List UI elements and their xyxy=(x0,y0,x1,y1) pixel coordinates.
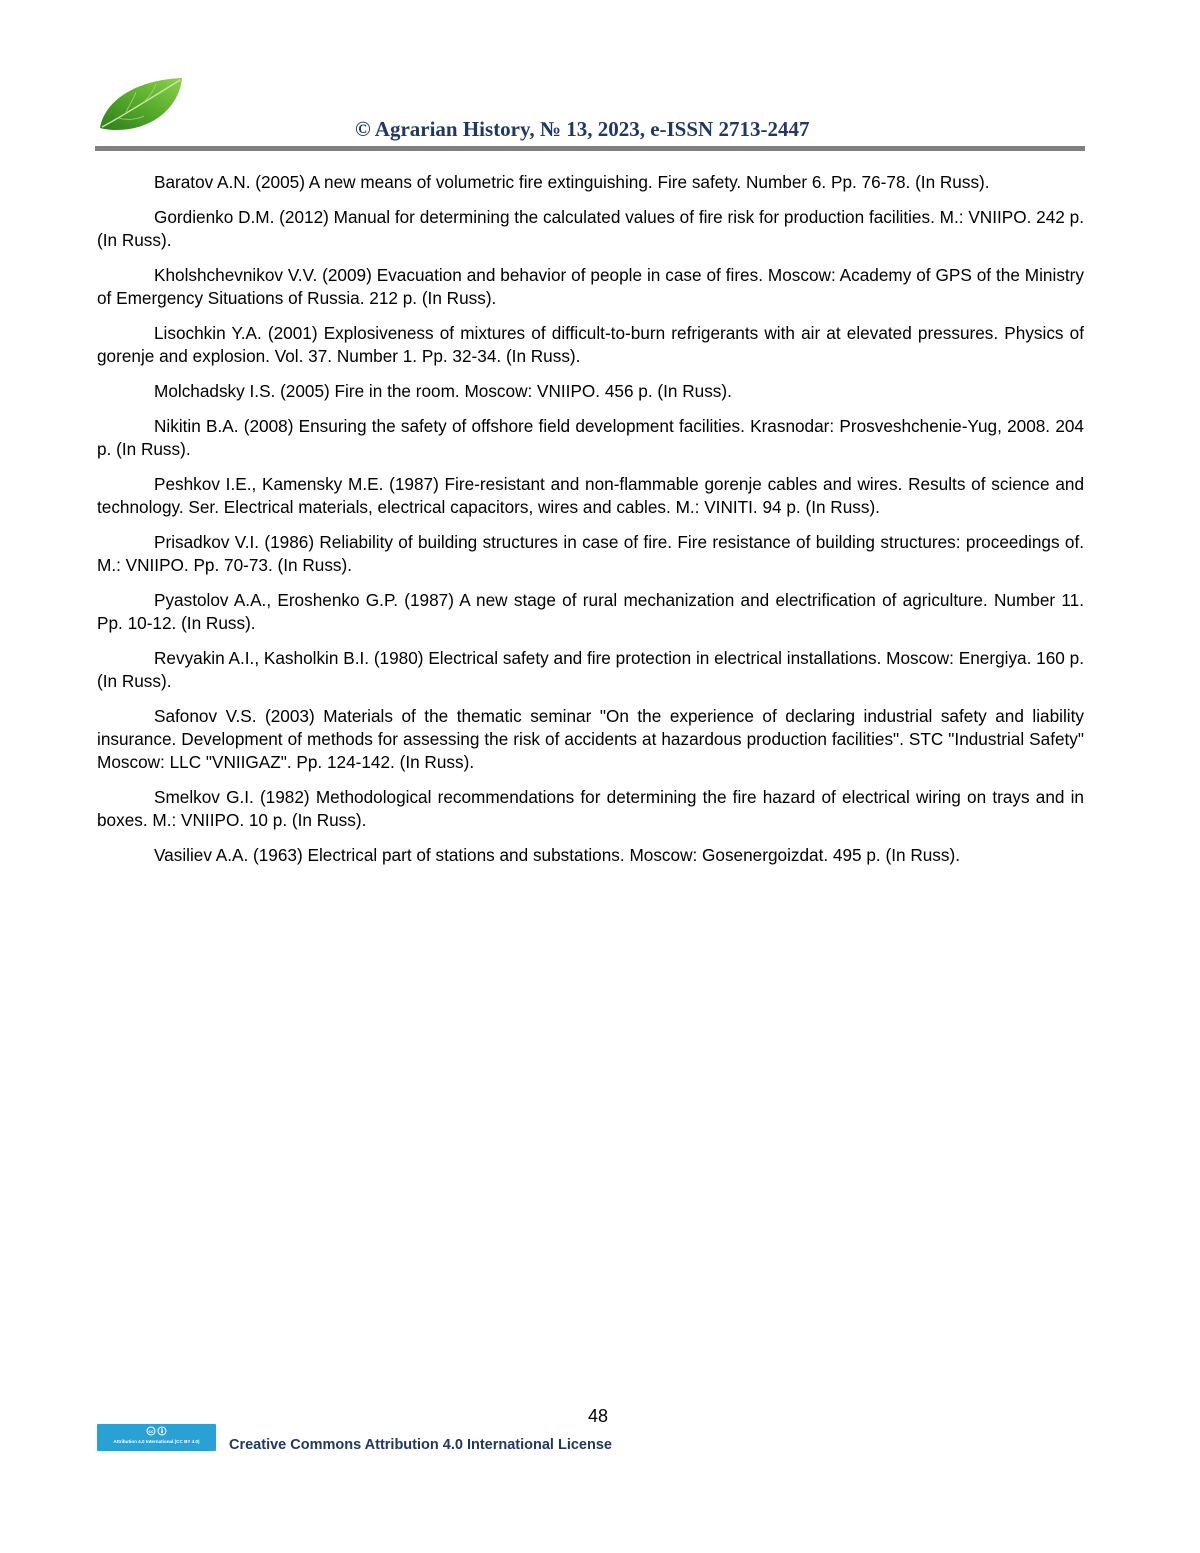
reference-list xyxy=(97,171,1084,879)
reference-item: Safonov V.S. (2003) Materials of the thematic seminar "On the experience of declaring industrial safety and liability insurance. Development of methods for assessing the risk of accidents at hazardous production facilities". STC "Industrial Safety" Moscow: LLC "VNIIGAZ". Pp. 124-142. (In Russ). xyxy=(97,706,1084,772)
journal-title: © Agrarian History, № 13, 2023, e-ISSN 2713-2447 xyxy=(355,117,810,141)
reference-item: Revyakin A.I., Kasholkin B.I. (1980) Electrical safety and fire protection in electrical installations. Moscow: Energiya. 160 p. (In Russ). xyxy=(97,648,1084,691)
creative-commons-icon xyxy=(146,1426,168,1436)
svg-text:cc: cc xyxy=(148,1428,154,1434)
reference-item: Smelkov G.I. (1982) Methodological recommendations for determining the fire hazard of electrical wiring on trays and in boxes. M.: VNIIPO. 10 p. (In Russ). xyxy=(97,787,1084,830)
reference-item: Gordienko D.M. (2012) Manual for determining the calculated values of fire risk for production facilities. M.: VNIIPO. 242 p. (In Russ). xyxy=(97,207,1084,250)
reference-item: Nikitin B.A. (2008) Ensuring the safety of offshore field development facilities. Krasnodar: Prosveshchenie-Yug, 2008. 204 p. (In Russ). xyxy=(97,416,1084,459)
reference-item: Kholshchevnikov V.V. (2009) Evacuation and behavior of people in case of fires. Moscow: Academy of GPS of the Ministry of Emergency Situations of Russia. 212 p. (In Russ). xyxy=(97,265,1084,308)
reference-item: Baratov A.N. (2005) A new means of volumetric fire extinguishing. Fire safety. Number 6. Pp. 76-78. (In Russ). xyxy=(154,172,990,192)
reference-item: Lisochkin Y.A. (2001) Explosiveness of mixtures of difficult-to-burn refrigerants with air at elevated pressures. Physics of gorenje and explosion. Vol. 37. Number 1. Pp. 32-34. (In Russ). xyxy=(97,323,1084,366)
page-number: 48 xyxy=(588,1406,609,1426)
cc-license-badge[interactable] xyxy=(97,1424,216,1451)
reference-item: Molchadsky I.S. (2005) Fire in the room. Moscow: VNIIPO. 456 p. (In Russ). xyxy=(154,381,732,401)
reference-item: Vasiliev A.A. (1963) Electrical part of stations and substations. Moscow: Gosenergoizdat. 495 p. (In Russ). xyxy=(154,845,960,865)
cc-badge-text: Attribution 4.0 International (CC BY 4.0) xyxy=(113,1439,200,1444)
reference-item: Pyastolov A.A., Eroshenko G.P. (1987) A new stage of rural mechanization and electrification of agriculture. Number 11. Pp. 10-12. (In Russ). xyxy=(97,590,1084,633)
header-rule xyxy=(95,146,1085,151)
reference-item: Peshkov I.E., Kamensky M.E. (1987) Fire-resistant and non-flammable gorenje cables and wires. Results of science and technology. Ser. Electrical materials, electrical capacitors, wires and cables. M.: VINITI. 94 p. (In Russ). xyxy=(97,474,1084,517)
reference-item: Prisadkov V.I. (1986) Reliability of building structures in case of fire. Fire resistance of building structures: proceedings of. M.: VNIIPO. Pp. 70-73. (In Russ). xyxy=(97,532,1084,575)
license-text: Creative Commons Attribution 4.0 International License xyxy=(229,1437,612,1453)
green-leaf-icon xyxy=(96,74,188,136)
